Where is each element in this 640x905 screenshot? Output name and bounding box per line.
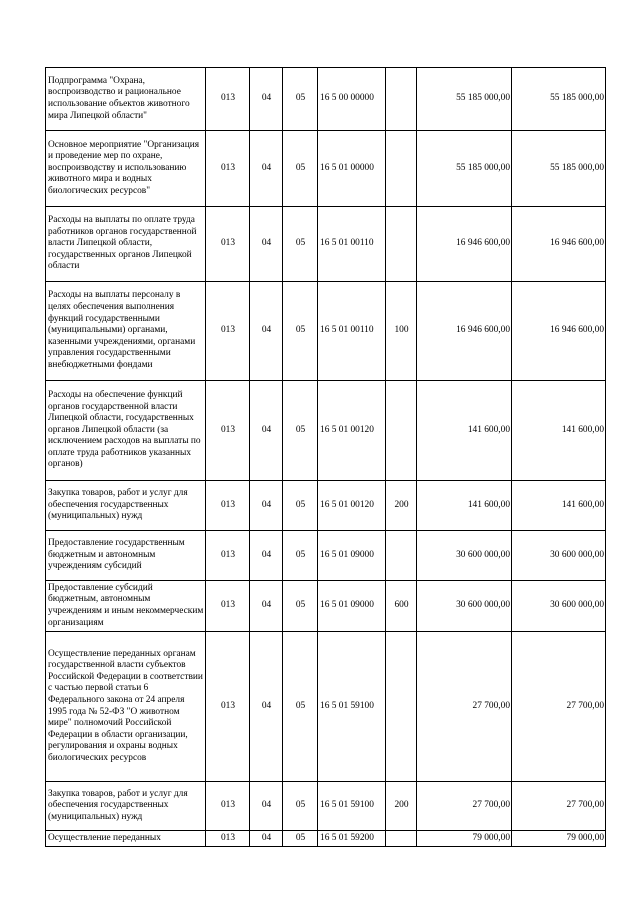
table-row (46, 831, 606, 847)
section-code: 04 (250, 131, 283, 207)
ministry-code: 013 (206, 68, 250, 131)
ministry-code: 013 (206, 207, 250, 282)
subsection-code: 05 (283, 481, 318, 531)
table-row (46, 381, 606, 481)
section-code: 04 (250, 207, 283, 282)
target-article-code: 16 5 01 00120 (318, 381, 386, 481)
ministry-code: 013 (206, 831, 250, 847)
table-row (46, 207, 606, 282)
table-row (46, 282, 606, 381)
row-name: Расходы на выплаты по оплате труда работников органов государственной власти Липецкой области, государственных органов Липецкой области (46, 207, 206, 282)
amount-year2: 79 000,00 (512, 831, 606, 847)
section-code: 04 (250, 531, 283, 581)
section-code: 04 (250, 831, 283, 847)
subsection-code: 05 (283, 581, 318, 632)
ministry-code: 013 (206, 131, 250, 207)
amount-year1: 55 185 000,00 (417, 131, 512, 207)
amount-year1: 141 600,00 (417, 481, 512, 531)
subsection-code: 05 (283, 207, 318, 282)
amount-year1: 79 000,00 (417, 831, 512, 847)
expense-type-code: 100 (386, 282, 417, 381)
amount-year2: 141 600,00 (512, 381, 606, 481)
row-name: Осуществление переданных (46, 831, 206, 847)
amount-year1: 27 700,00 (417, 632, 512, 782)
amount-year2: 55 185 000,00 (512, 68, 606, 131)
amount-year1: 55 185 000,00 (417, 68, 512, 131)
amount-year2: 141 600,00 (512, 481, 606, 531)
ministry-code: 013 (206, 531, 250, 581)
expense-type-code: 200 (386, 782, 417, 831)
target-article-code: 16 5 00 00000 (318, 68, 386, 131)
expense-type-code (386, 531, 417, 581)
target-article-code: 16 5 01 59100 (318, 632, 386, 782)
amount-year2: 16 946 600,00 (512, 207, 606, 282)
table-row (46, 581, 606, 632)
amount-year2: 30 600 000,00 (512, 531, 606, 581)
table-row (46, 68, 606, 131)
target-article-code: 16 5 01 09000 (318, 581, 386, 632)
amount-year1: 30 600 000,00 (417, 531, 512, 581)
amount-year2: 55 185 000,00 (512, 131, 606, 207)
budget-table (45, 67, 606, 847)
subsection-code: 05 (283, 282, 318, 381)
target-article-code: 16 5 01 00110 (318, 282, 386, 381)
expense-type-code (386, 381, 417, 481)
table-row (46, 632, 606, 782)
target-article-code: 16 5 01 00000 (318, 131, 386, 207)
ministry-code: 013 (206, 481, 250, 531)
row-name: Предоставление субсидий бюджетным, автономным учреждениям и иным некоммерческим организациям (46, 581, 206, 632)
row-name: Предоставление государственным бюджетным и автономным учреждениям субсидий (46, 531, 206, 581)
subsection-code: 05 (283, 632, 318, 782)
amount-year1: 16 946 600,00 (417, 282, 512, 381)
expense-type-code (386, 131, 417, 207)
target-article-code: 16 5 01 59100 (318, 782, 386, 831)
expense-type-code: 600 (386, 581, 417, 632)
table-row (46, 782, 606, 831)
amount-year1: 27 700,00 (417, 782, 512, 831)
row-name: Расходы на обеспечение функций органов государственной власти Липецкой области, государственных органов Липецкой области (за исключением расходов на выплаты по оплате труда работников указанных органов) (46, 381, 206, 481)
amount-year2: 30 600 000,00 (512, 581, 606, 632)
target-article-code: 16 5 01 09000 (318, 531, 386, 581)
row-name: Осуществление переданных органам государственной власти субъектов Российской Федерации в соответствии с частью первой статьи 6 Федерального закона от 24 апреля 1995 года № 52-ФЗ "О животном мире" полномочий Российской Федерации в области организации, регулирования и охраны водных биологических ресурсов (46, 632, 206, 782)
section-code: 04 (250, 782, 283, 831)
section-code: 04 (250, 481, 283, 531)
row-name: Подпрограмма "Охрана, воспроизводство и рациональное использование объектов животного мира Липецкой области" (46, 68, 206, 131)
subsection-code: 05 (283, 131, 318, 207)
amount-year2: 27 700,00 (512, 782, 606, 831)
section-code: 04 (250, 381, 283, 481)
ministry-code: 013 (206, 282, 250, 381)
subsection-code: 05 (283, 831, 318, 847)
expense-type-code: 200 (386, 481, 417, 531)
row-name: Закупка товаров, работ и услуг для обеспечения государственных (муниципальных) нужд (46, 782, 206, 831)
table-row (46, 531, 606, 581)
ministry-code: 013 (206, 632, 250, 782)
section-code: 04 (250, 632, 283, 782)
subsection-code: 05 (283, 381, 318, 481)
table-row (46, 131, 606, 207)
subsection-code: 05 (283, 782, 318, 831)
target-article-code: 16 5 01 00120 (318, 481, 386, 531)
amount-year2: 27 700,00 (512, 632, 606, 782)
section-code: 04 (250, 282, 283, 381)
target-article-code: 16 5 01 59200 (318, 831, 386, 847)
subsection-code: 05 (283, 68, 318, 131)
expense-type-code (386, 68, 417, 131)
amount-year2: 16 946 600,00 (512, 282, 606, 381)
ministry-code: 013 (206, 581, 250, 632)
ministry-code: 013 (206, 381, 250, 481)
expense-type-code (386, 831, 417, 847)
table-row (46, 481, 606, 531)
row-name: Основное мероприятие "Организация и проведение мер по охране, воспроизводству и использованию животного мира и водных биологических ресурсов" (46, 131, 206, 207)
expense-type-code (386, 207, 417, 282)
amount-year1: 30 600 000,00 (417, 581, 512, 632)
ministry-code: 013 (206, 782, 250, 831)
section-code: 04 (250, 581, 283, 632)
row-name: Расходы на выплаты персоналу в целях обеспечения выполнения функций государственными (муниципальными) органами, казенными учреждениями, органами управления государственными внебюджетными фондами (46, 282, 206, 381)
amount-year1: 141 600,00 (417, 381, 512, 481)
expense-type-code (386, 632, 417, 782)
target-article-code: 16 5 01 00110 (318, 207, 386, 282)
amount-year1: 16 946 600,00 (417, 207, 512, 282)
row-name: Закупка товаров, работ и услуг для обеспечения государственных (муниципальных) нужд (46, 481, 206, 531)
section-code: 04 (250, 68, 283, 131)
subsection-code: 05 (283, 531, 318, 581)
